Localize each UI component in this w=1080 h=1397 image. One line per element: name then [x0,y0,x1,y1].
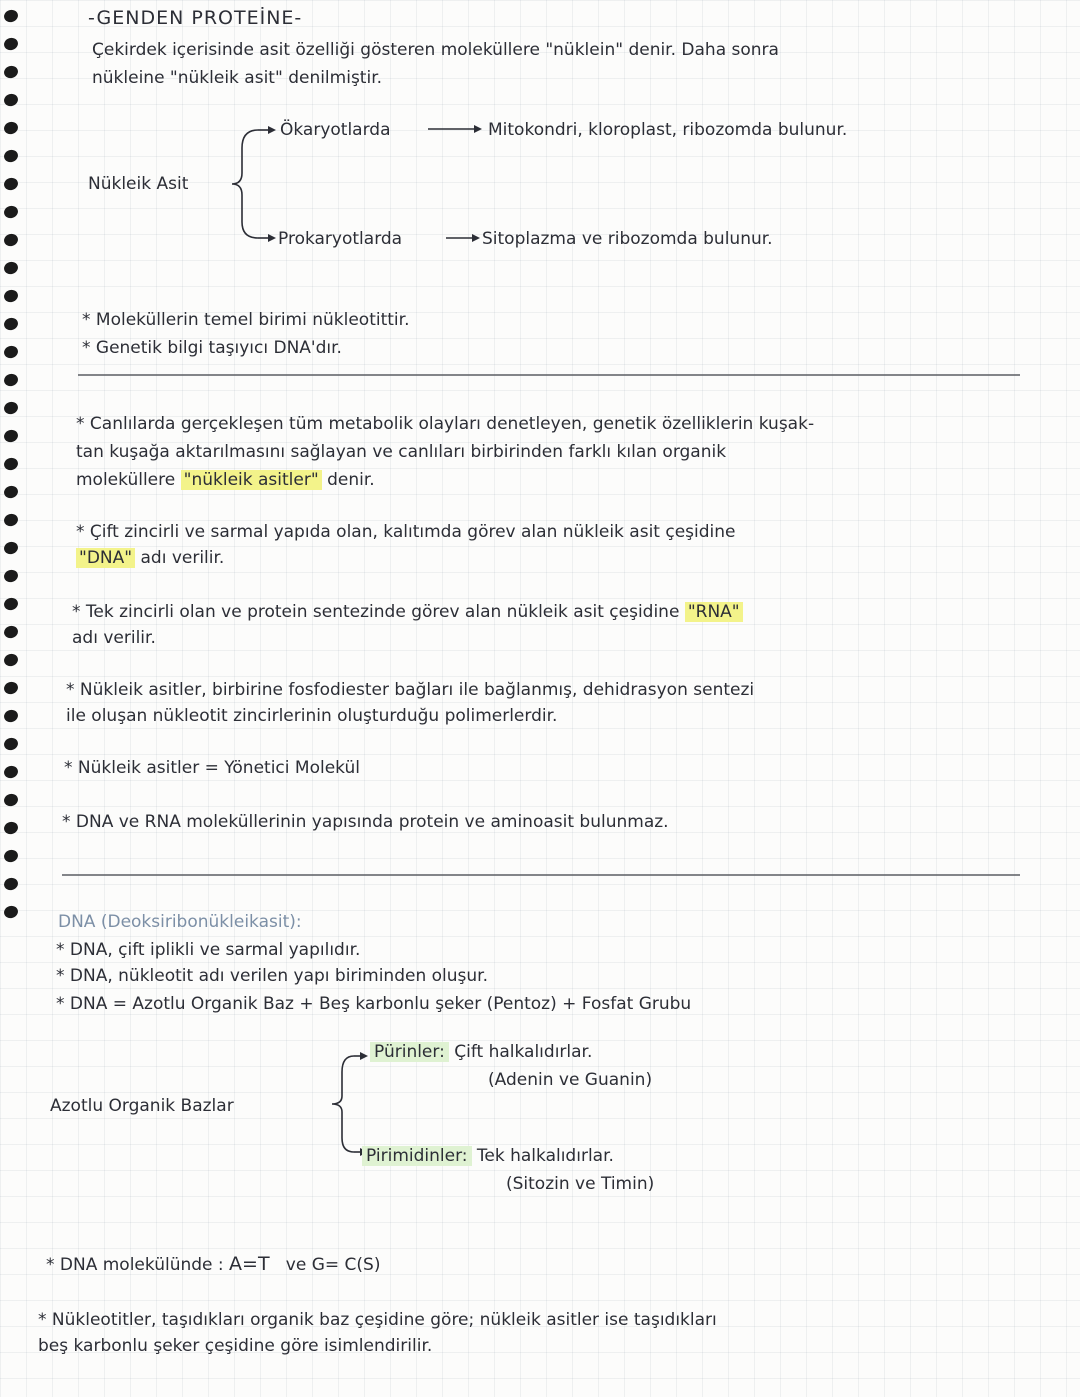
pyrimidines-examples: (Sitozin ve Timin) [506,1174,655,1194]
polymer-line-1: * Nükleik asitler, birbirine fosfodiester bağları ile bağlanmış, dehidrasyon sentezi [66,680,755,700]
purines-desc: Çift halkalıdırlar. [454,1042,593,1062]
eukaryote-location: Mitokondri, kloroplast, ribozomda bulunur. [488,120,848,140]
pairing-label: * DNA molekülünde : [46,1255,224,1275]
dna-point-2: * DNA, nükleotit adı verilen yapı biriminden oluşur. [56,966,488,986]
pyrimidines-line [362,1146,614,1166]
note-basic-unit: * Moleküllerin temel birimi nükleotittir. [82,310,410,330]
polymer-line-2: ile oluşan nükleotit zincirlerinin oluşturduğu polimerlerdir. [66,706,558,726]
definition-line-1: * Canlılarda gerçekleşen tüm metabolik olayları denetleyen, genetik özelliklerin kuşak- [76,414,815,434]
intro-line-2: nükleine "nükleik asit" denilmiştir. [92,68,383,88]
branch-prokaryotes: Prokaryotlarda [278,229,403,249]
note-genetic-carrier: * Genetik bilgi taşıyıcı DNA'dır. [82,338,342,358]
prokaryote-location: Sitoplazma ve ribozomda bulunur. [482,229,773,249]
highlight-dna: "DNA" [76,548,135,568]
purines-line [370,1042,592,1062]
dna-point-1: * DNA, çift iplikli ve sarmal yapılıdır. [56,940,361,960]
rna-definition-line-1 [72,602,743,622]
no-protein-note: * DNA ve RNA moleküllerinin yapısında protein ve aminoasit bulunmaz. [62,812,669,832]
bases-brace [326,1046,376,1162]
section-divider [62,874,1020,876]
dna-definition-line-2 [76,548,224,568]
pyrimidines-label: Pirimidinler: [362,1146,472,1166]
definition-text: moleküllere [76,470,176,490]
naming-line-2: beş karbonlu şeker çeşidine göre isimlendirilir. [38,1336,433,1356]
definition-line-2: tan kuşağa aktarılmasını sağlayan ve canlıları birbirinden farklı kılan organik [76,442,727,462]
naming-line-1: * Nükleotitler, taşıdıkları organik baz çeşidine göre; nükleik asitler ise taşıdıkları [38,1310,717,1330]
page-title: -GENDEN PROTEİNE- [88,7,303,29]
diagram-root-nucleic-acid: Nükleik Asit [88,174,189,194]
rna-definition-text: * Tek zincirli olan ve protein sentezinde görev alan nükleik asit çeşidine [72,602,680,622]
pairing-rule [46,1254,380,1275]
branch-eukaryotes: Ökaryotlarda [280,120,391,140]
definition-end: denir. [327,470,375,490]
definition-line-3 [76,470,375,490]
pairing-conj: ve [285,1255,307,1275]
dna-definition-end: adı verilir. [140,548,225,568]
arrow-icon [446,231,486,245]
pyrimidines-desc: Tek halkalıdırlar. [476,1146,614,1166]
purines-label: Pürinler: [370,1042,449,1062]
spiral-binding [0,0,30,1397]
bases-root: Azotlu Organik Bazlar [50,1096,234,1116]
arrow-icon [428,122,488,136]
pairing-at: A=T [229,1253,270,1275]
rna-definition-line-2: adı verilir. [72,628,156,648]
highlight-rna: "RNA" [685,602,743,622]
pairing-gc: G= C(S) [311,1255,381,1275]
purines-examples: (Adenin ve Guanin) [488,1070,653,1090]
dna-point-3: * DNA = Azotlu Organik Baz + Beş karbonlu şeker (Pentoz) + Fosfat Grubu [56,994,692,1014]
manager-molecule-note: * Nükleik asitler = Yönetici Molekül [64,758,360,778]
dna-definition-line-1: * Çift zincirli ve sarmal yapıda olan, kalıtımda görev alan nükleik asit çeşidine [76,522,736,542]
dna-section-heading: DNA (Deoksiribonükleikasit): [58,912,302,932]
highlight-nucleic-acids: "nükleik asitler" [181,470,322,490]
section-divider [78,374,1020,376]
intro-line-1: Çekirdek içerisinde asit özelliği gösteren moleküllere "nüklein" denir. Daha sonra [92,40,779,60]
